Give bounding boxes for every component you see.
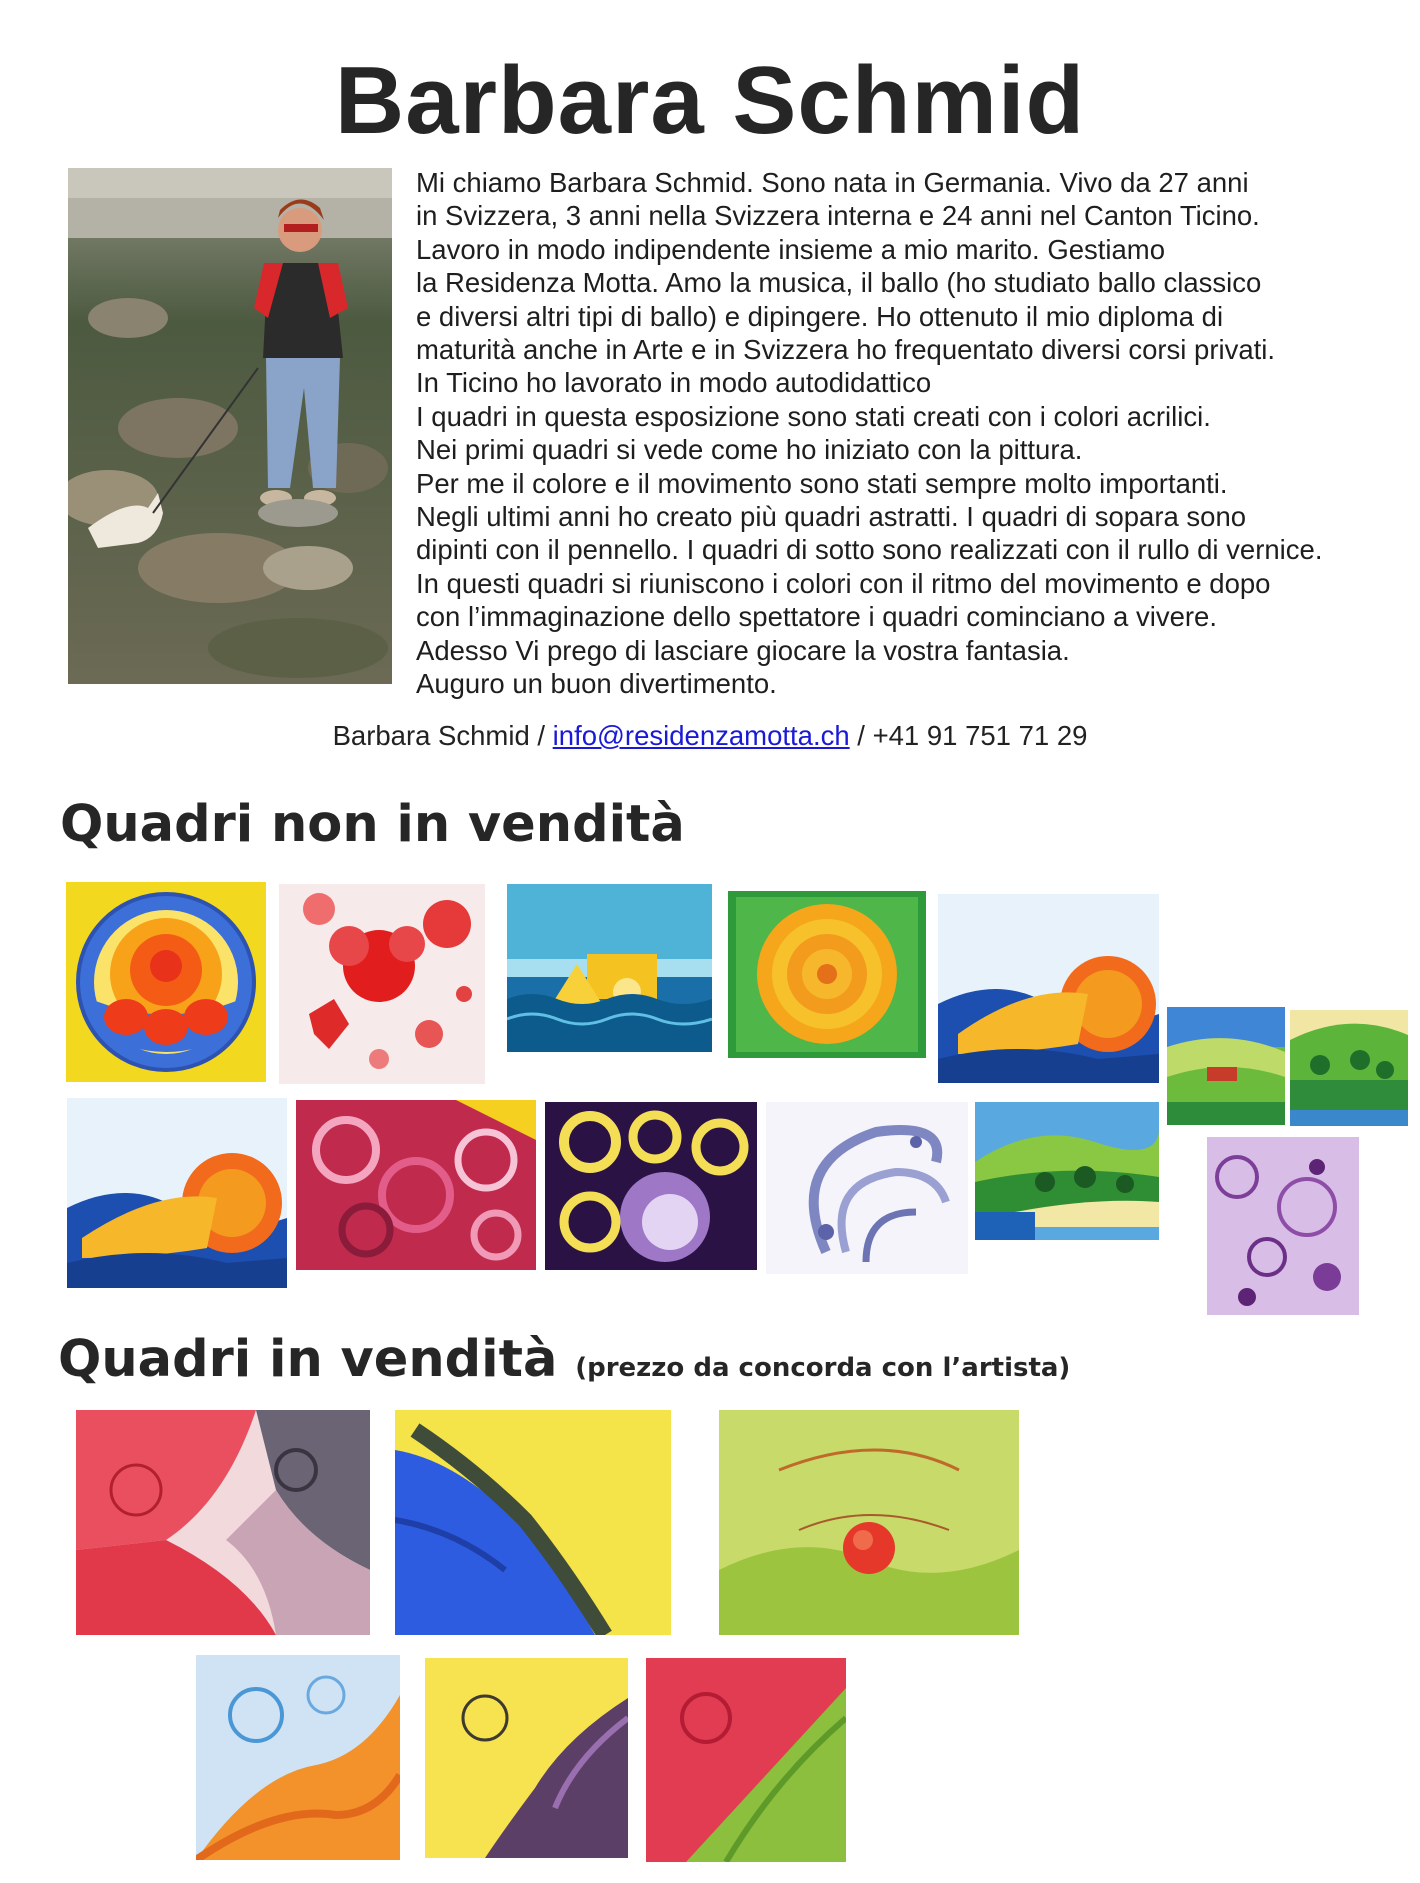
painting-mandala[interactable] [66, 882, 266, 1082]
painting-yellow-rose[interactable] [728, 891, 926, 1058]
contact-name: Barbara Schmid [332, 720, 530, 751]
painting-red-swirls[interactable] [296, 1100, 536, 1270]
painting-yellow-blocks-sea[interactable] [507, 884, 712, 1052]
bio-line: con l’immaginazione dello spettatore i quadri cominciano a vivere. [416, 601, 1217, 633]
artist-photo [68, 168, 392, 684]
section-heading-not-for-sale: Quadri non in vendità [60, 795, 685, 854]
painting-purple-swirls[interactable] [545, 1102, 757, 1270]
section-heading-for-sale [58, 1330, 1070, 1389]
contact-phone: +41 91 751 71 29 [872, 720, 1088, 751]
email-link[interactable]: info@residenzamotta.ch [552, 720, 850, 751]
contact-separator: / [529, 720, 553, 751]
bio-line: dipinti con il pennello. I quadri di sotto sono realizzati con il rullo di vernice. [416, 534, 1323, 566]
bio-line: In questi quadri si riuniscono i colori con il ritmo del movimento e dopo [416, 567, 1271, 599]
painting-sale-yellow-purple[interactable] [425, 1658, 628, 1858]
bio-line: in Svizzera, 3 anni nella Svizzera interna e 24 anni nel Canton Ticino. [416, 200, 1260, 232]
bio-line: Adesso Vi prego di lasciare giocare la vostra fantasia. [416, 634, 1070, 666]
painting-sale-green-red-dot[interactable] [719, 1410, 1019, 1635]
contact-line [0, 720, 1420, 752]
bio-line: Negli ultimi anni ho creato più quadri astratti. I quadri di sopara sono [416, 501, 1247, 533]
section-title: Quadri in vendità [58, 1330, 558, 1389]
painting-sun-wave-1[interactable] [938, 894, 1159, 1083]
painting-trees-coast[interactable] [975, 1102, 1159, 1240]
bio-line: In Ticino ho lavorato in modo autodidattico [416, 367, 932, 399]
bio-line: Mi chiamo Barbara Schmid. Sono nata in Germania. Vivo da 27 anni [416, 167, 1249, 198]
painting-landscape-small-1[interactable] [1167, 1007, 1285, 1125]
bio-line: Per me il colore e il movimento sono stati sempre molto importanti. [416, 467, 1228, 499]
painting-sale-red-grey[interactable] [76, 1410, 370, 1635]
price-note: (prezzo da concorda con l’artista) [575, 1353, 1071, 1383]
bio-line: Lavoro in modo indipendente insieme a mio marito. Gestiamo [416, 233, 1165, 265]
painting-sun-wave-2[interactable] [67, 1098, 287, 1288]
page-title: Barbara Schmid [334, 47, 1086, 154]
bio-text [416, 166, 1416, 701]
bio-line: maturità anche in Arte e in Svizzera ho frequentato diversi corsi privati. [416, 334, 1276, 366]
painting-landscape-small-2[interactable] [1290, 1010, 1408, 1126]
painting-blue-abstract[interactable] [766, 1102, 968, 1274]
bio-line: la Residenza Motta. Amo la musica, il ballo (ho studiato ballo classico [416, 267, 1262, 299]
painting-sale-red-green[interactable] [646, 1658, 846, 1862]
bio-line: Nei primi quadri si vede come ho iniziato con la pittura. [416, 434, 1083, 466]
painting-purple-circles[interactable] [1207, 1137, 1359, 1315]
bio-line: Auguro un buon divertimento. [416, 668, 777, 700]
painting-red-flowers[interactable] [279, 884, 485, 1084]
painting-sale-blue-yellow[interactable] [395, 1410, 671, 1635]
bio-line: e diversi altri tipi di ballo) e dipingere. Ho ottenuto il mio diploma di [416, 300, 1224, 332]
bio-line: I quadri in questa esposizione sono stati creati con i colori acrilici. [416, 400, 1211, 432]
contact-separator: / [849, 720, 873, 751]
painting-sale-blue-orange[interactable] [196, 1655, 400, 1860]
